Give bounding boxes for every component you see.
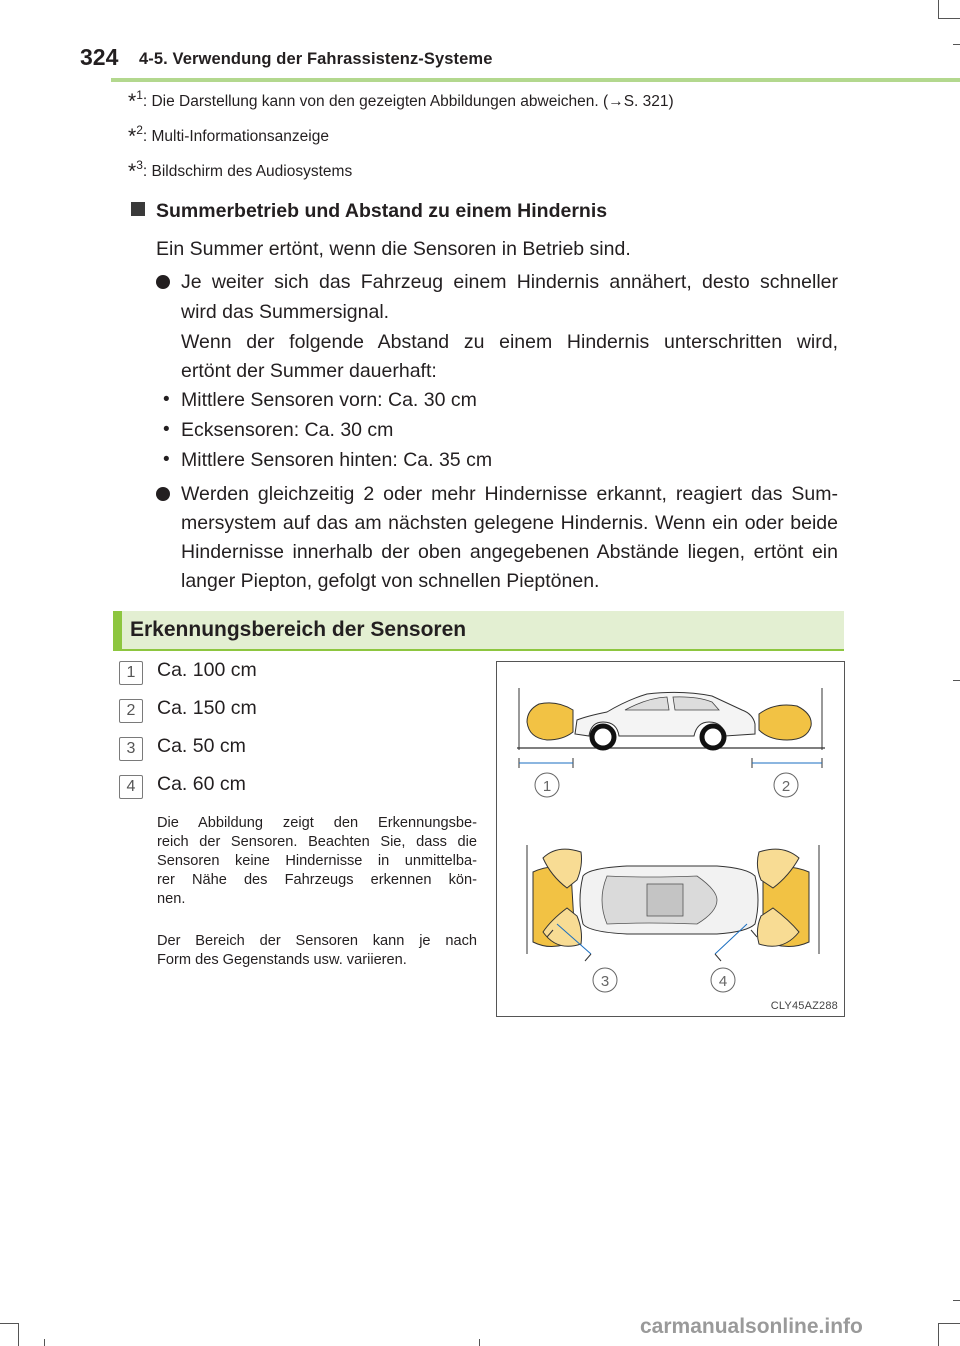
- square-bullet-icon: [131, 202, 145, 216]
- figure-code: CLY45AZ288: [770, 1000, 838, 1012]
- bullet-icon: •: [163, 419, 170, 440]
- page-number: 324: [80, 44, 119, 70]
- section-title: 4-5. Verwendung der Fahrassistenz-Systeme: [139, 50, 493, 68]
- crop-mark: [479, 1339, 480, 1346]
- note-line: nen.: [157, 891, 186, 907]
- crop-mark: [953, 680, 960, 681]
- number-badge: 2: [119, 699, 143, 723]
- point1-line: Je weiter sich das Fahrzeug einem Hindernis annähert, desto schneller: [181, 271, 838, 293]
- point1-line: Wenn der folgende Abstand zu einem Hindernis unterschritten wird,: [181, 331, 838, 353]
- subsection-heading: Summerbetrieb und Abstand zu einem Hindernis: [131, 200, 607, 223]
- buzzer-intro: Ein Summer ertönt, wenn die Sensoren in Betrieb sind.: [156, 238, 631, 260]
- detection-zone: [759, 705, 811, 740]
- crop-mark: [938, 0, 939, 18]
- crop-mark: [0, 1323, 18, 1324]
- range-value: Ca. 100 cm: [157, 659, 257, 681]
- sensor-range-diagram: [497, 662, 844, 1016]
- note-line: reich der Sensoren. Beachten Sie, dass die: [157, 834, 477, 850]
- figure-label: 1: [542, 778, 552, 795]
- note-line: Form des Gegenstands usw. variieren.: [157, 952, 407, 968]
- note-line: rer Nähe des Fahrzeugs erkennen kön-: [157, 872, 477, 888]
- bullet-dot-icon: [156, 275, 170, 289]
- crop-mark: [938, 18, 960, 19]
- distance-item: Mittlere Sensoren vorn: Ca. 30 cm: [181, 389, 477, 411]
- range-value: Ca. 60 cm: [157, 773, 246, 795]
- point1-line: ertönt der Summer dauerhaft:: [181, 360, 437, 382]
- crop-mark: [18, 1323, 19, 1346]
- distance-item: Mittlere Sensoren hinten: Ca. 35 cm: [181, 449, 493, 471]
- footnote-3: *$^3$: Bildschirm des Audiosystems: [128, 158, 353, 183]
- sensor-range-figure: [496, 661, 845, 1017]
- point2-line: mersystem auf das am nächsten gelegene Hindernis. Wenn ein oder beide: [181, 512, 838, 534]
- note-line: Die Abbildung zeigt den Erkennungsbe-: [157, 815, 477, 831]
- footnote-1: *$^1$: Die Darstellung kann von den gezeigten Abbildungen abweichen. (→S. 321): [128, 88, 674, 113]
- bullet-icon: •: [163, 449, 170, 470]
- detection-zone: [527, 703, 573, 740]
- number-badge: 3: [119, 737, 143, 761]
- header-rule: [111, 78, 960, 82]
- top-view: [527, 845, 819, 992]
- figure-label: 2: [781, 778, 791, 795]
- figure-label: 3: [600, 973, 610, 990]
- number-badge: 4: [119, 775, 143, 799]
- figure-label: 4: [718, 973, 728, 990]
- crop-mark: [938, 1323, 939, 1346]
- note-line: Sensoren keine Hindernisse in unmittelba-: [157, 853, 477, 869]
- distance-item: Ecksensoren: Ca. 30 cm: [181, 419, 394, 441]
- bullet-icon: •: [163, 389, 170, 410]
- point2-line: Werden gleichzeitig 2 oder mehr Hindernisse erkannt, reagiert das Sum-: [181, 483, 838, 505]
- crop-mark: [953, 1300, 960, 1301]
- section-heading: Erkennungsbereich der Sensoren: [130, 618, 467, 641]
- side-view: [517, 688, 825, 797]
- crop-mark: [938, 1323, 960, 1324]
- point2-line: langer Piepton, gefolgt von schnellen Pieptönen.: [181, 570, 600, 592]
- point2-line: Hindernisse innerhalb der oben angegebenen Abstände liegen, ertönt ein: [181, 541, 838, 563]
- crop-mark: [953, 44, 960, 45]
- point1-line: wird das Summersignal.: [181, 301, 390, 323]
- footnote-2: *$^2$: Multi-Informationsanzeige: [128, 123, 329, 148]
- section-heading-rule: [113, 649, 844, 651]
- crop-mark: [44, 1339, 45, 1346]
- section-heading-accent: [113, 611, 122, 651]
- range-value: Ca. 50 cm: [157, 735, 246, 757]
- number-badge: 1: [119, 661, 143, 685]
- note-line: Der Bereich der Sensoren kann je nach: [157, 933, 477, 949]
- range-value: Ca. 150 cm: [157, 697, 257, 719]
- bullet-dot-icon: [156, 487, 170, 501]
- watermark: carmanualsonline.info: [640, 1315, 863, 1338]
